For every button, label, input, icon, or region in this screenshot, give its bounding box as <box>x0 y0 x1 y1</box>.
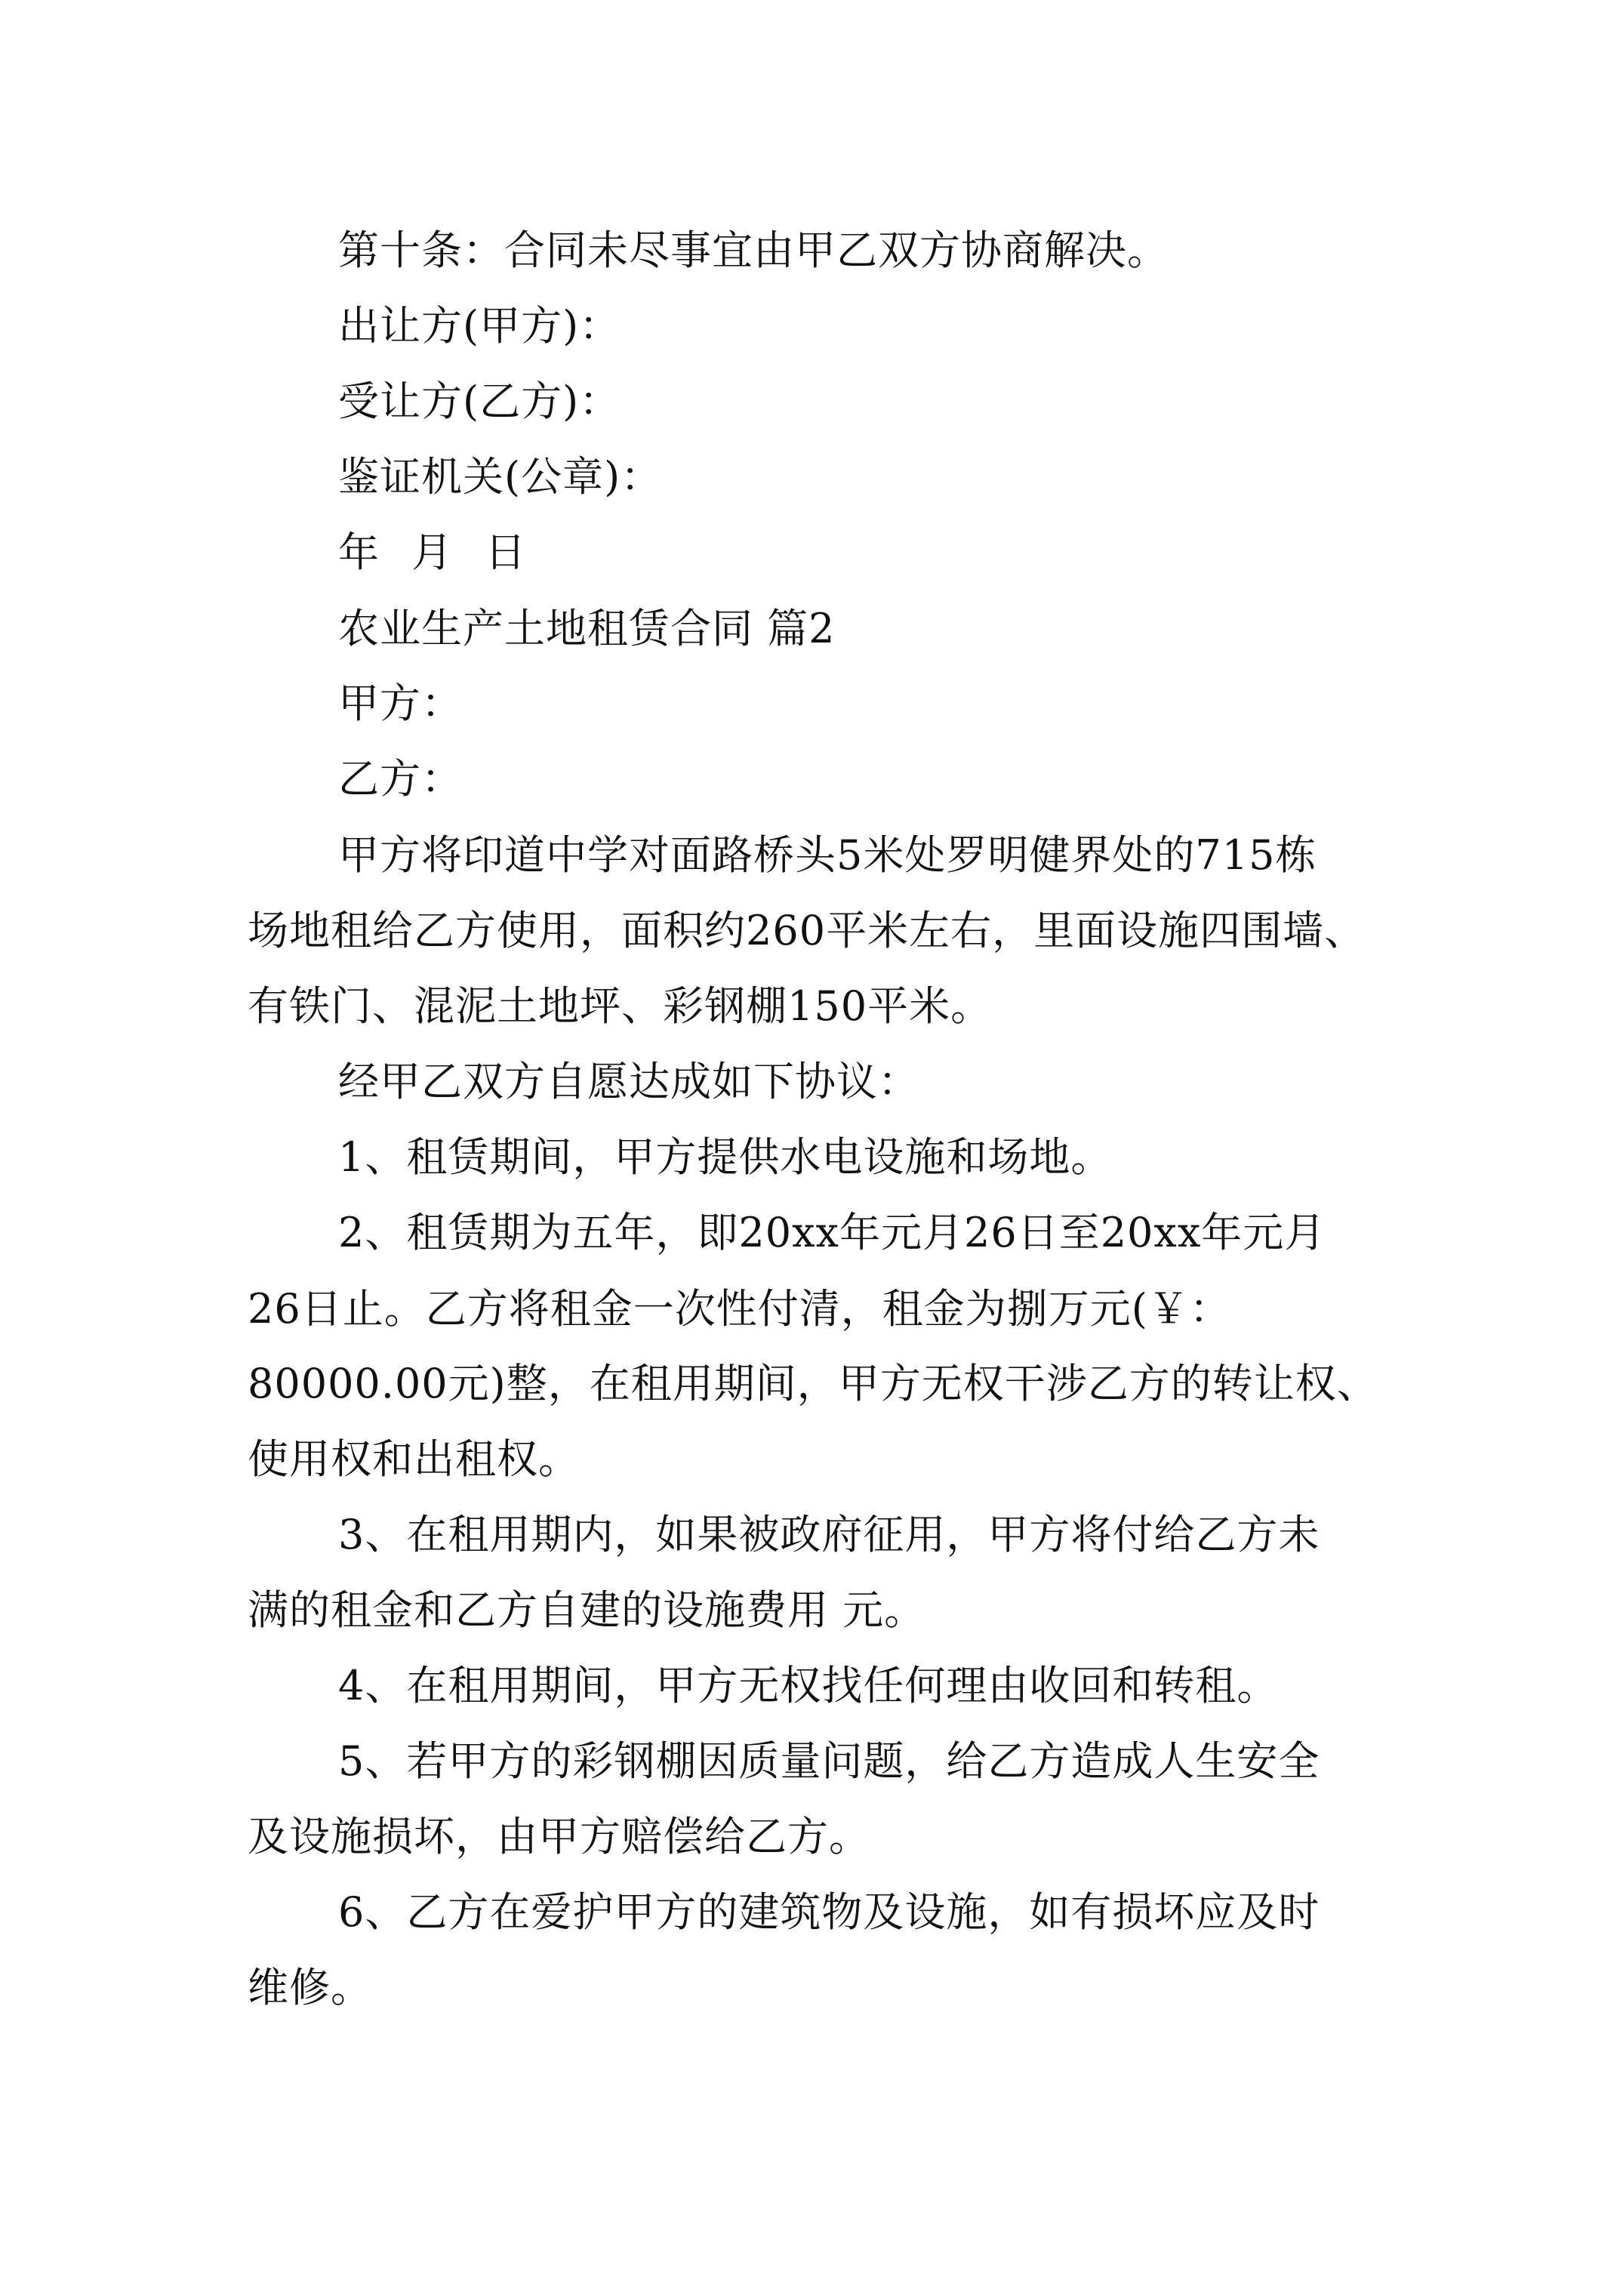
clause-5: 5、若甲方的彩钢棚因质量问题，给乙方造成人生安全 <box>338 1737 1320 1785</box>
clause-2-continued: 26日止。乙方将租金一次性付清，租金为捌万元(￥： <box>248 1285 1231 1333</box>
transferee-signature-line: 受让方(乙方)： <box>338 378 621 425</box>
paragraph-line: 有铁门、混泥土地坪、彩钢棚150平米。 <box>248 982 993 1030</box>
date-line: 年 月 日 <box>338 529 527 576</box>
clause-4: 4、在租用期间，甲方无权找任何理由收回和转租。 <box>338 1662 1279 1709</box>
clause-3: 3、在租用期内，如果被政府征用，甲方将付给乙方未 <box>338 1511 1320 1558</box>
section-title: 农业生产土地租赁合同 篇2 <box>338 605 836 652</box>
clause-1: 1、租赁期间，甲方提供水电设施和场地。 <box>338 1133 1113 1181</box>
paragraph-line: 甲方将印道中学对面路桥头5米处罗明健界处的715栋 <box>338 831 1317 879</box>
clause-2-continued: 使用权和出租权。 <box>248 1435 580 1483</box>
clause-6: 6、乙方在爱护甲方的建筑物及设施，如有损坏应及时 <box>338 1888 1320 1936</box>
clause-3-continued: 满的租金和乙方自建的设施费用 元。 <box>248 1586 926 1634</box>
clause-6-continued: 维修。 <box>248 1964 372 2011</box>
clause-2: 2、租赁期为五年，即20xx年元月26日至20xx年元月 <box>338 1209 1326 1256</box>
transferor-signature-line: 出让方(甲方)： <box>338 302 621 350</box>
party-a-line: 甲方： <box>338 680 463 727</box>
paragraph-line: 经甲乙双方自愿达成如下协议： <box>338 1058 919 1105</box>
clause-5-continued: 及设施损坏，由甲方赔偿给乙方。 <box>248 1813 870 1860</box>
paragraph-line: 场地租给乙方使用，面积约260平米左右，里面设施四围墙、 <box>248 907 1366 954</box>
clause-ten: 第十条：合同未尽事宜由甲乙双方协商解决。 <box>338 227 1169 274</box>
party-b-line: 乙方： <box>338 755 463 803</box>
notary-seal-line: 鉴证机关(公章)： <box>338 453 663 501</box>
clause-2-continued: 80000.00元)整，在租用期间，甲方无权干涉乙方的转让权、 <box>248 1360 1378 1407</box>
